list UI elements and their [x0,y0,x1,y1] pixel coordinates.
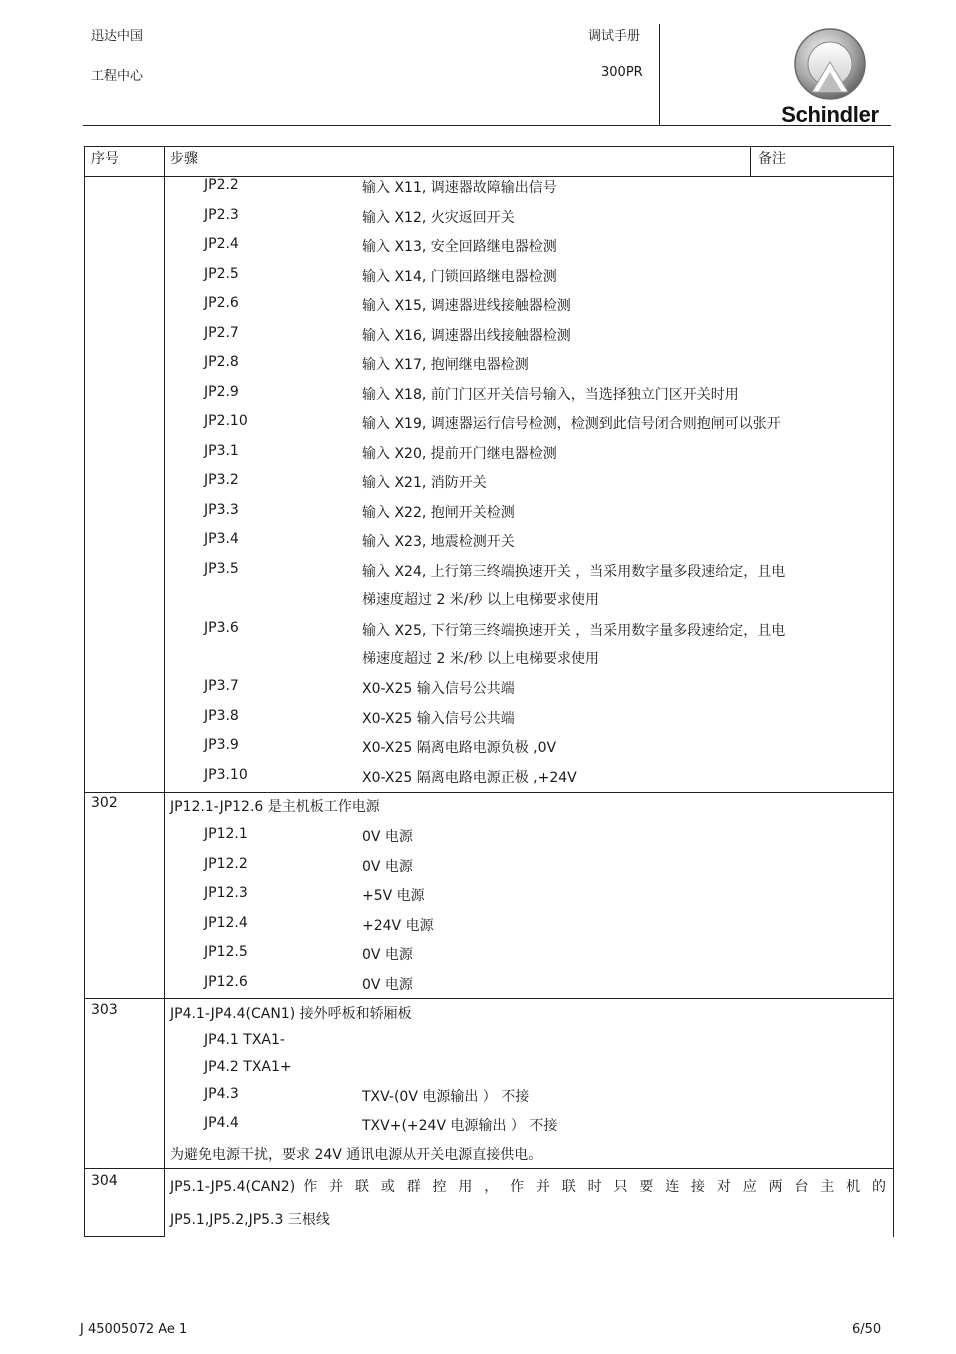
pin-description: +5V 电源 [362,888,425,904]
section-text-line: JP5.1,JP5.2,JP5.3 三根线 [170,1212,330,1228]
pin-description: 输入 X23, 地震检测开关 [362,534,515,550]
pin-label: JP3.2 [204,472,239,488]
section-title: JP12.1-JP12.6 是主机板工作电源 [170,799,380,815]
pin-description: X0-X25 输入信号公共端 [362,711,515,727]
schindler-logo [768,26,892,126]
pin-label: JP2.3 [204,207,239,223]
pin-label: JP12.1 [204,826,248,842]
pin-label: JP3.6 [204,620,239,636]
pin-description: +24V 电源 [362,918,434,934]
company-name: 迅达中国 [91,29,144,44]
table-note-divider [750,146,751,176]
pin-label: JP3.3 [204,502,239,518]
logo-wordmark: Schindler [781,102,879,127]
header-note: 备注 [758,151,786,167]
header-seq: 序号 [91,151,119,167]
pin-description: 输入 X22, 抱闸开关检测 [362,505,515,521]
section-303-border [84,998,894,999]
pin-description: 输入 X11, 调速器故障输出信号 [362,180,557,196]
pin-description: 输入 X21, 消防开关 [362,475,487,491]
header-divider [659,24,660,126]
pin-label: JP2.2 [204,177,239,193]
pin-description: 0V 电源 [362,947,413,963]
pin-label: JP2.6 [204,295,239,311]
pin-label: JP3.9 [204,737,239,753]
section-title: JP4.1-JP4.4(CAN1) 接外呼板和轿厢板 [170,1006,412,1022]
pin-description: 输入 X17, 抱闸继电器检测 [362,357,529,373]
pin-label: JP4.1 TXA1- [204,1032,285,1048]
pin-description: X0-X25 隔离电路电源正极 ,+24V [362,770,577,786]
section-note: 为避免电源干扰，要求 24V 通讯电源从开关电源直接供电。 [170,1147,543,1163]
pin-description: 输入 X25, 下行第三终端换速开关 ，当采用数字量多段速给定，且电 [362,623,786,639]
section-text-line: JP5.1-JP5.4(CAN2) 作 并 联 或 群 控 用 ， 作 并 联 时 只 要 连 接 对 应 两 台 主 机 的 [170,1179,886,1195]
pin-label: JP3.8 [204,708,239,724]
pin-description: 输入 X24, 上行第三终端换速开关 ，当采用数字量多段速给定，且电 [362,564,786,580]
pin-label: JP3.7 [204,678,239,694]
pin-label: JP3.5 [204,561,239,577]
pin-description: 输入 X20, 提前开门继电器检测 [362,446,557,462]
pin-label: JP3.10 [204,767,248,783]
section-number: 302 [91,795,118,811]
pin-description: TXV+(+24V 电源输出 ） 不接 [362,1118,558,1134]
pin-label: JP2.10 [204,413,248,429]
pin-label: JP4.4 [204,1115,239,1131]
section-number: 304 [91,1173,118,1189]
pin-label: JP2.4 [204,236,239,252]
pin-label: JP2.5 [204,266,239,282]
pin-description: 0V 电源 [362,859,413,875]
pin-description: 0V 电源 [362,829,413,845]
document-number: J 45005072 Ae 1 [80,1322,188,1337]
pin-label: JP12.3 [204,885,248,901]
section-304-border [84,1168,894,1169]
pin-description: 输入 X13, 安全回路继电器检测 [362,239,557,255]
table-bottom-border [84,1236,165,1237]
section-number: 303 [91,1002,118,1018]
pin-label: JP2.8 [204,354,239,370]
pin-label: JP4.2 TXA1+ [204,1059,292,1075]
pin-description: X0-X25 输入信号公共端 [362,681,515,697]
table-top-border [84,146,894,147]
pin-label: JP2.7 [204,325,239,341]
pin-description: 输入 X16, 调速器出线接触器检测 [362,328,571,344]
pin-description: 输入 X18, 前门门区开关信号输入，当选择独立门区开关时用 [362,387,739,403]
table-left-border [84,146,85,1237]
pin-description: 输入 X19, 调速器运行信号检测，检测到此信号闭合则抱闸可以张开 [362,416,781,432]
pin-description: 输入 X12, 火灾返回开关 [362,210,515,226]
table-right-border [893,146,894,1237]
pin-description: 输入 X15, 调速器进线接触器检测 [362,298,571,314]
pin-label: JP12.5 [204,944,248,960]
pin-label: JP3.4 [204,531,239,547]
pin-description-continued: 梯速度超过 2 米/秒 以上电梯要求使用 [362,651,599,667]
schindler-emblem-icon [768,26,892,106]
pin-description-continued: 梯速度超过 2 米/秒 以上电梯要求使用 [362,592,599,608]
page-number: 6/50 [852,1322,882,1337]
department-name: 工程中心 [91,69,144,84]
pin-label: JP12.4 [204,915,248,931]
pin-label: JP2.9 [204,384,239,400]
model-number: 300PR [601,65,643,80]
pin-label: JP12.2 [204,856,248,872]
table-seq-divider [164,146,165,1237]
pin-description: 0V 电源 [362,977,413,993]
pin-description: X0-X25 隔离电路电源负极 ,0V [362,740,557,756]
pin-description: 输入 X14, 门锁回路继电器检测 [362,269,557,285]
header-step: 步骤 [170,151,198,167]
pin-label: JP4.3 [204,1086,239,1102]
pin-label: JP12.6 [204,974,248,990]
pin-description: TXV-(0V 电源输出 ） 不接 [362,1089,530,1105]
pin-label: JP3.1 [204,443,239,459]
section-302-border [84,792,894,793]
document-type: 调试手册 [588,29,641,44]
